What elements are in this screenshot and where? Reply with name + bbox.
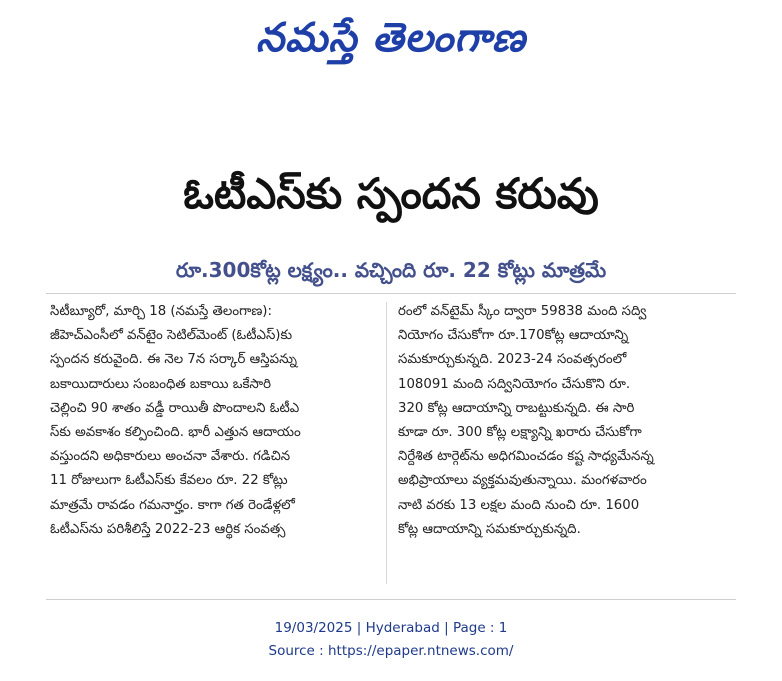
article-left-column [50,300,378,542]
headline: ఓటీఎస్‌కు స్పందన కరువు [183,169,599,218]
column-divider [386,302,387,584]
article-line: నిర్దేశిత టార్గెట్‌ను అధిగమించడం కష్ట సాధ్యమేనన్న [398,449,654,465]
article-line: 11 రోజులుగా ఓటీఎస్‌కు కేవలం రూ. 22 కోట్లు [50,473,288,489]
article-line: కోట్ల ఆదాయాన్ని సమకూర్చుకున్నది. [398,521,581,537]
masthead-logo: నమస్తే తెలంగాణ [255,15,527,61]
source-link[interactable]: Source : https://epaper.ntnews.com/ [268,643,514,659]
article-line: చెల్లించి 90 శాతం వడ్డీ రాయితీ పొందాలని ఓటీఎ [50,400,300,416]
article-line: స్పందన కరువైంది. ఈ నెల 7న సర్కార్ ఆస్తిపన్ను [50,352,298,368]
top-divider [46,293,736,294]
article-line: జీహెచ్ఎంసీలో వన్‌టైం సెటిల్‌మెంట్ (ఓటీఎస్)కు [50,328,293,344]
article-line: 320 కోట్ల ఆదాయాన్ని రాబట్టుకున్నది. ఈ సారి [398,400,635,416]
article-line: కూడా రూ. 300 కోట్ల లక్ష్యాన్ని ఖరారు చేసుకోగా [398,425,642,441]
article-right-column [398,300,726,542]
article-line: స్‌కు అవకాశం కల్పించింది. భారీ ఎత్తున ఆదాయం [50,425,301,441]
subheadline: రూ.300కోట్ల లక్ష్యం.. వచ్చింది రూ. 22 కోట్లు మాత్రమే [175,258,607,282]
article-line: నాటి వరకు 13 లక్షల మంది నుంచి రూ. 1600 [398,497,640,513]
bottom-divider [46,599,736,600]
article-line: సిటీబ్యూరో, మార్చి 18 (నమస్తే తెలంగాణ): [50,304,272,319]
article-line: రంలో వన్‌టైమ్ స్కీం ద్వారా 59838 మంది సద్వి [398,304,647,319]
article-line: 108091 మంది సద్వినియోగం చేసుకొని రూ. [398,376,631,392]
article-line: మాత్రమే రావడం గమనార్హం. కాగా గత రెండేళ్లలో [50,497,295,513]
article-line: ఓటీఎస్‌ను పరిశీలిస్తే 2022-23 ఆర్థిక సంవత్స [50,521,286,537]
edition-info: 19/03/2025 | Hyderabad | Page : 1 [274,620,508,636]
article-line: నియోగం చేసుకోగా రూ.170కోట్ల ఆదాయాన్ని [398,328,629,344]
article-line: సమకూర్చుకున్నది. 2023-24 సంవత్సరంలో [398,352,627,368]
article-line: అభిప్రాయాలు వ్యక్తమవుతున్నాయి. మంగళవారం [398,473,647,489]
article-line: వస్తుందని అధికారులు అంచనా వేశారు. గడిచిన [50,449,291,465]
article-line: బకాయిదారులు సంబంధిత బకాయి ఒకేసారి [50,376,272,392]
